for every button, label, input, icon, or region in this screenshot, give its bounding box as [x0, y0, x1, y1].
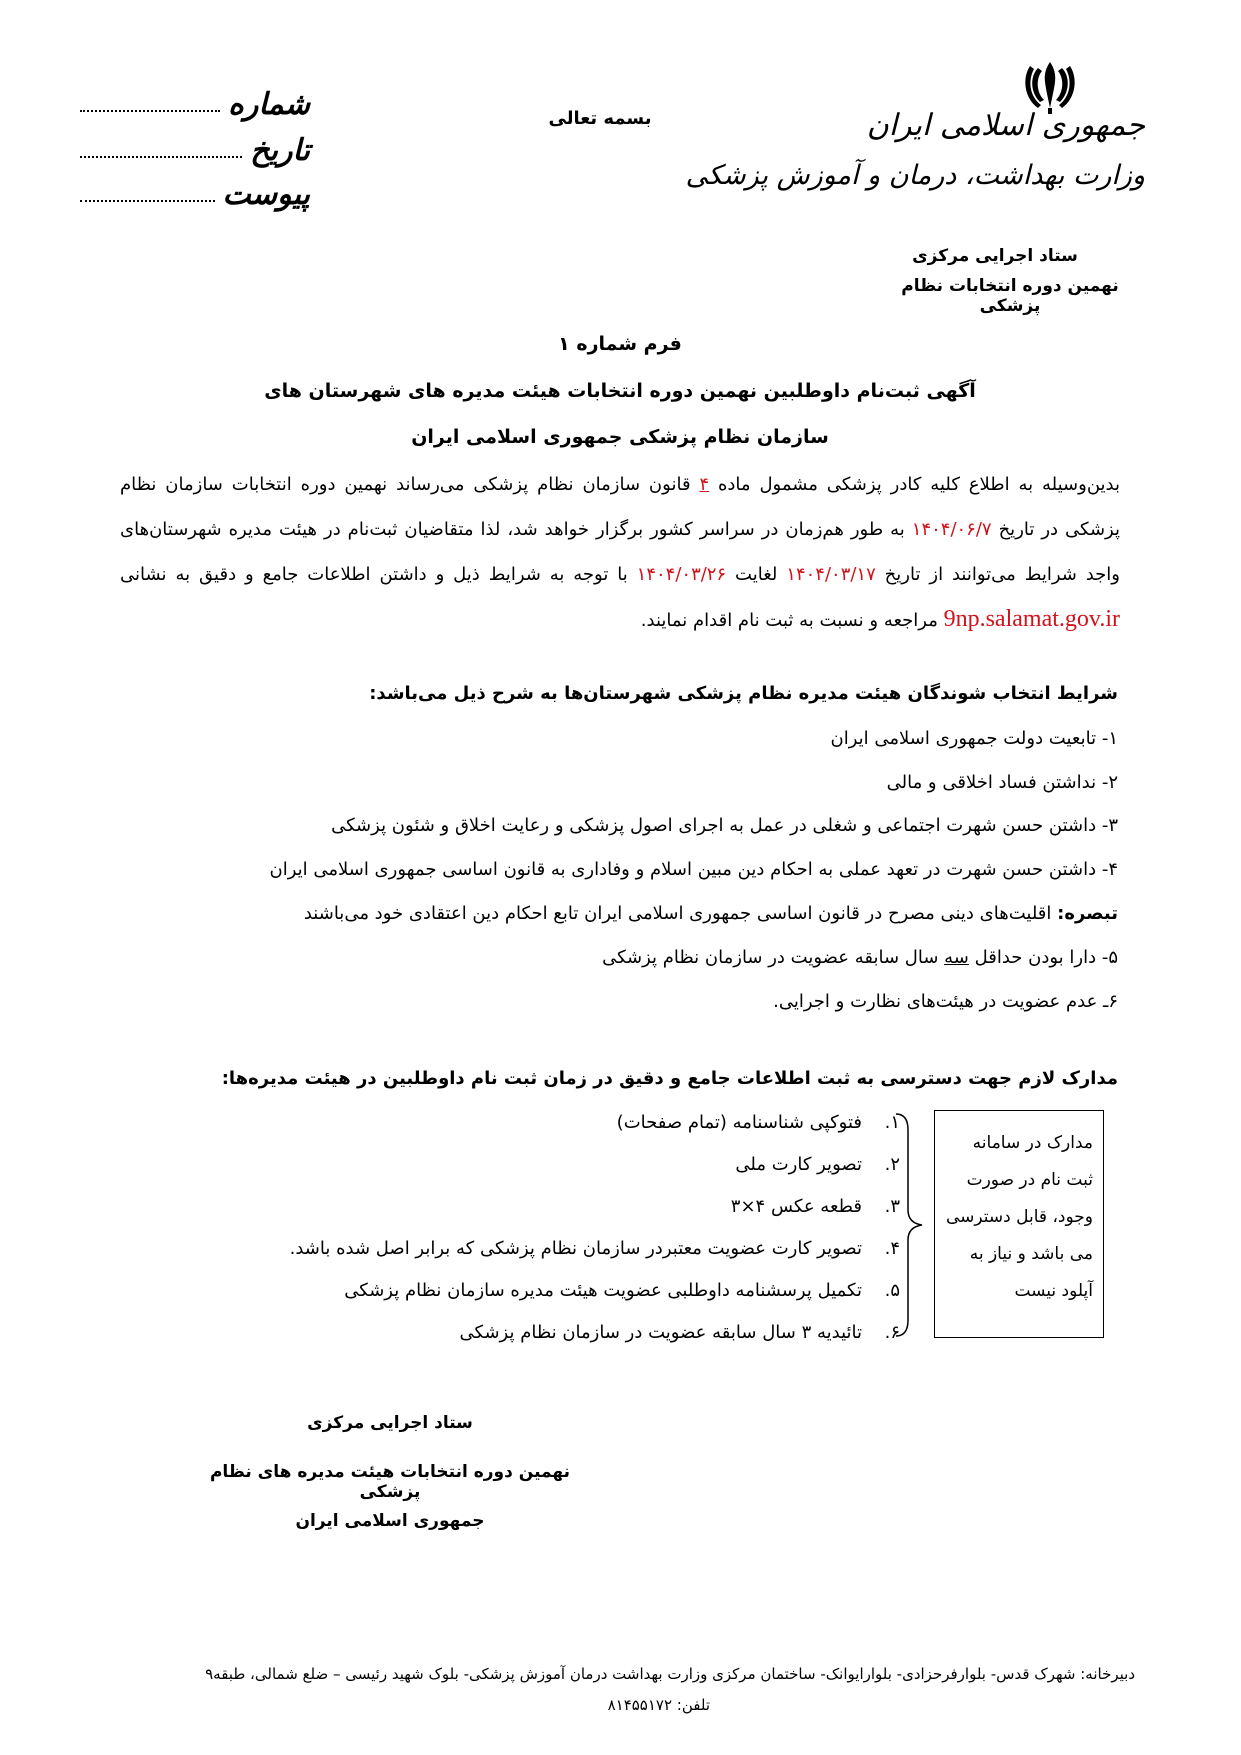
- intro-text-6: مراجعه و نسبت به ثبت نام اقدام نمایند.: [640, 610, 944, 631]
- date-label: تاریخ: [250, 133, 310, 168]
- document-text: تائیدیه ۳ سال سابقه عضویت در سازمان نظام پزشکی: [459, 1322, 862, 1343]
- condition-note: [200, 903, 1118, 924]
- document-item: [280, 1112, 900, 1133]
- document-text: تصویر کارت عضویت معتبردر سازمان نظام پزشکی که برابر اصل شده باشد.: [289, 1238, 862, 1259]
- document-number: ۵.: [884, 1280, 900, 1301]
- republic-name: جمهوری اسلامی ایران: [866, 108, 1145, 143]
- document-item: [280, 1154, 900, 1175]
- footer-phone: تلفن: ۸۱۴۵۵۱۷۲: [607, 1696, 710, 1714]
- document-number: ۲.: [884, 1154, 900, 1175]
- intro-text-3: به طور هم‌زمان در سراسر کشور برگزار خواهد شد، لذا متقاضیان ثبت‌نام در هیئت مدیره شهرستان‌های واجد شرایط می‌توانند از تاریخ: [120, 519, 1121, 585]
- document-number: ۱.: [884, 1112, 900, 1133]
- intro-text-5: با توجه به شرایط ذیل و داشتن اطلاعات جامع و دقیق به نشانی: [120, 564, 637, 585]
- start-date: ۱۴۰۴/۰۳/۱۷: [786, 564, 876, 585]
- document-text: تکمیل پرسشنامه داوطلبی عضویت هیئت مدیره سازمان نظام پزشکی: [344, 1280, 862, 1301]
- number-field: [80, 82, 310, 122]
- attachment-dots: [80, 200, 215, 202]
- condition-item: ۲- نداشتن فساد اخلاقی و مالی: [886, 772, 1118, 793]
- note-text: اقلیت‌های دینی مصرح در قانون اساسی جمهوری اسلامی ایران تابع احکام دین اعتقادی خود می‌باشند: [303, 903, 1058, 924]
- date-field: [80, 128, 310, 168]
- documents-note-box: مدارک در سامانه ثبت نام در صورت وجود، قابل دسترسی می باشد و نیاز به آپلود نیست: [934, 1110, 1104, 1338]
- item5-years: سه: [944, 947, 969, 968]
- condition-item: ۱- تابعیت دولت جمهوری اسلامی ایران: [830, 728, 1118, 749]
- notice-title: آگهی ثبت‌نام داوطلبین نهمین دوره انتخابات هیئت مدیره های شهرستان های: [264, 380, 976, 402]
- condition-item: [300, 947, 1118, 968]
- document-item: [240, 1238, 900, 1259]
- document-text: تصویر کارت ملی: [735, 1154, 862, 1175]
- number-label: شماره: [228, 87, 310, 122]
- condition-item: ۶ـ عدم عضویت در هیئت‌های نظارت و اجرایی.: [773, 991, 1118, 1012]
- intro-paragraph: [120, 462, 1120, 643]
- document-number: ۴.: [884, 1238, 900, 1259]
- intro-text-2: قانون سازمان نظام پزشکی می‌رساند نهمین دوره انتخابات سازمان نظام پزشکی در تاریخ: [120, 474, 1120, 540]
- attachment-field: [80, 172, 310, 212]
- date-dots: [80, 156, 242, 158]
- signature-line1: ستاد اجرایی مرکزی: [307, 1413, 473, 1433]
- end-date: ۱۴۰۴/۰۳/۲۶: [636, 564, 727, 585]
- item5-text-a: ۵- دارا بودن حداقل: [968, 947, 1118, 968]
- hq-subtitle: نهمین دوره انتخابات نظام پزشکی: [901, 276, 1119, 316]
- attachment-label: پیوست: [222, 177, 310, 212]
- document-number: ۳.: [884, 1196, 900, 1217]
- condition-item: ۴- داشتن حسن شهرت در تعهد عملی به احکام دین مبین اسلام و وفاداری به قانون اساسی جمهوری اسلامی ایران: [269, 859, 1118, 880]
- document-text: فتوکپی شناسنامه (تمام صفحات): [616, 1112, 862, 1133]
- item5-text-b: سال سابقه عضویت در سازمان نظام پزشکی: [602, 947, 945, 968]
- conditions-heading: شرایط انتخاب شوندگان هیئت مدیره نظام پزشکی شهرستان‌ها به شرح ذیل می‌باشد:: [369, 683, 1118, 704]
- website-link[interactable]: 9np.salamat.gov.ir: [943, 606, 1120, 632]
- note-label: تبصره:: [1057, 903, 1118, 924]
- form-number: فرم شماره ۱: [558, 333, 682, 355]
- document-item: [240, 1280, 900, 1301]
- hq-name: ستاد اجرایی مرکزی: [912, 246, 1078, 266]
- document-text: قطعه عکس ۴×۳: [730, 1196, 862, 1217]
- signature-line2: نهمین دوره انتخابات هیئت مدیره های نظام پزشکی: [209, 1462, 571, 1502]
- number-dots: [80, 110, 220, 112]
- condition-item: ۳- داشتن حسن شهرت اجتماعی و شغلی در عمل به اجرای اصول پزشکی و رعایت اخلاق و شئون پزشکی: [331, 815, 1118, 836]
- ministry-name: وزارت بهداشت، درمان و آموزش پزشکی: [685, 160, 1145, 191]
- document-number: ۶.: [884, 1322, 900, 1343]
- documents-heading: مدارک لازم جهت دسترسی به ثبت اطلاعات جامع و دقیق در زمان ثبت نام داوطلبین در هیئت مدیره‌ها:: [221, 1068, 1118, 1089]
- document-item: [280, 1196, 900, 1217]
- bismillah: بسمه تعالی: [548, 108, 652, 129]
- election-date: ۱۴۰۴/۰۶/۷: [911, 519, 992, 540]
- signature-line3: جمهوری اسلامی ایران: [295, 1511, 485, 1531]
- footer-address: دبیرخانه: شهرک قدس- بلوارفرحزادی- بلوارایوانک- ساختمان مرکزی وزارت بهداشت درمان آموزش پزشکی- بلوک شهید رئیسی – ضلع شمالی، طبقه۹: [205, 1665, 1135, 1683]
- document-item: [240, 1322, 900, 1343]
- intro-text-4: لغایت: [726, 564, 787, 585]
- intro-text-1: بدین‌وسیله به اطلاع کلیه کادر پزشکی مشمول ماده: [709, 474, 1121, 495]
- notice-subtitle: سازمان نظام پزشکی جمهوری اسلامی ایران: [411, 426, 829, 448]
- article-number: ۴: [699, 474, 710, 495]
- brace-icon: [890, 1110, 930, 1340]
